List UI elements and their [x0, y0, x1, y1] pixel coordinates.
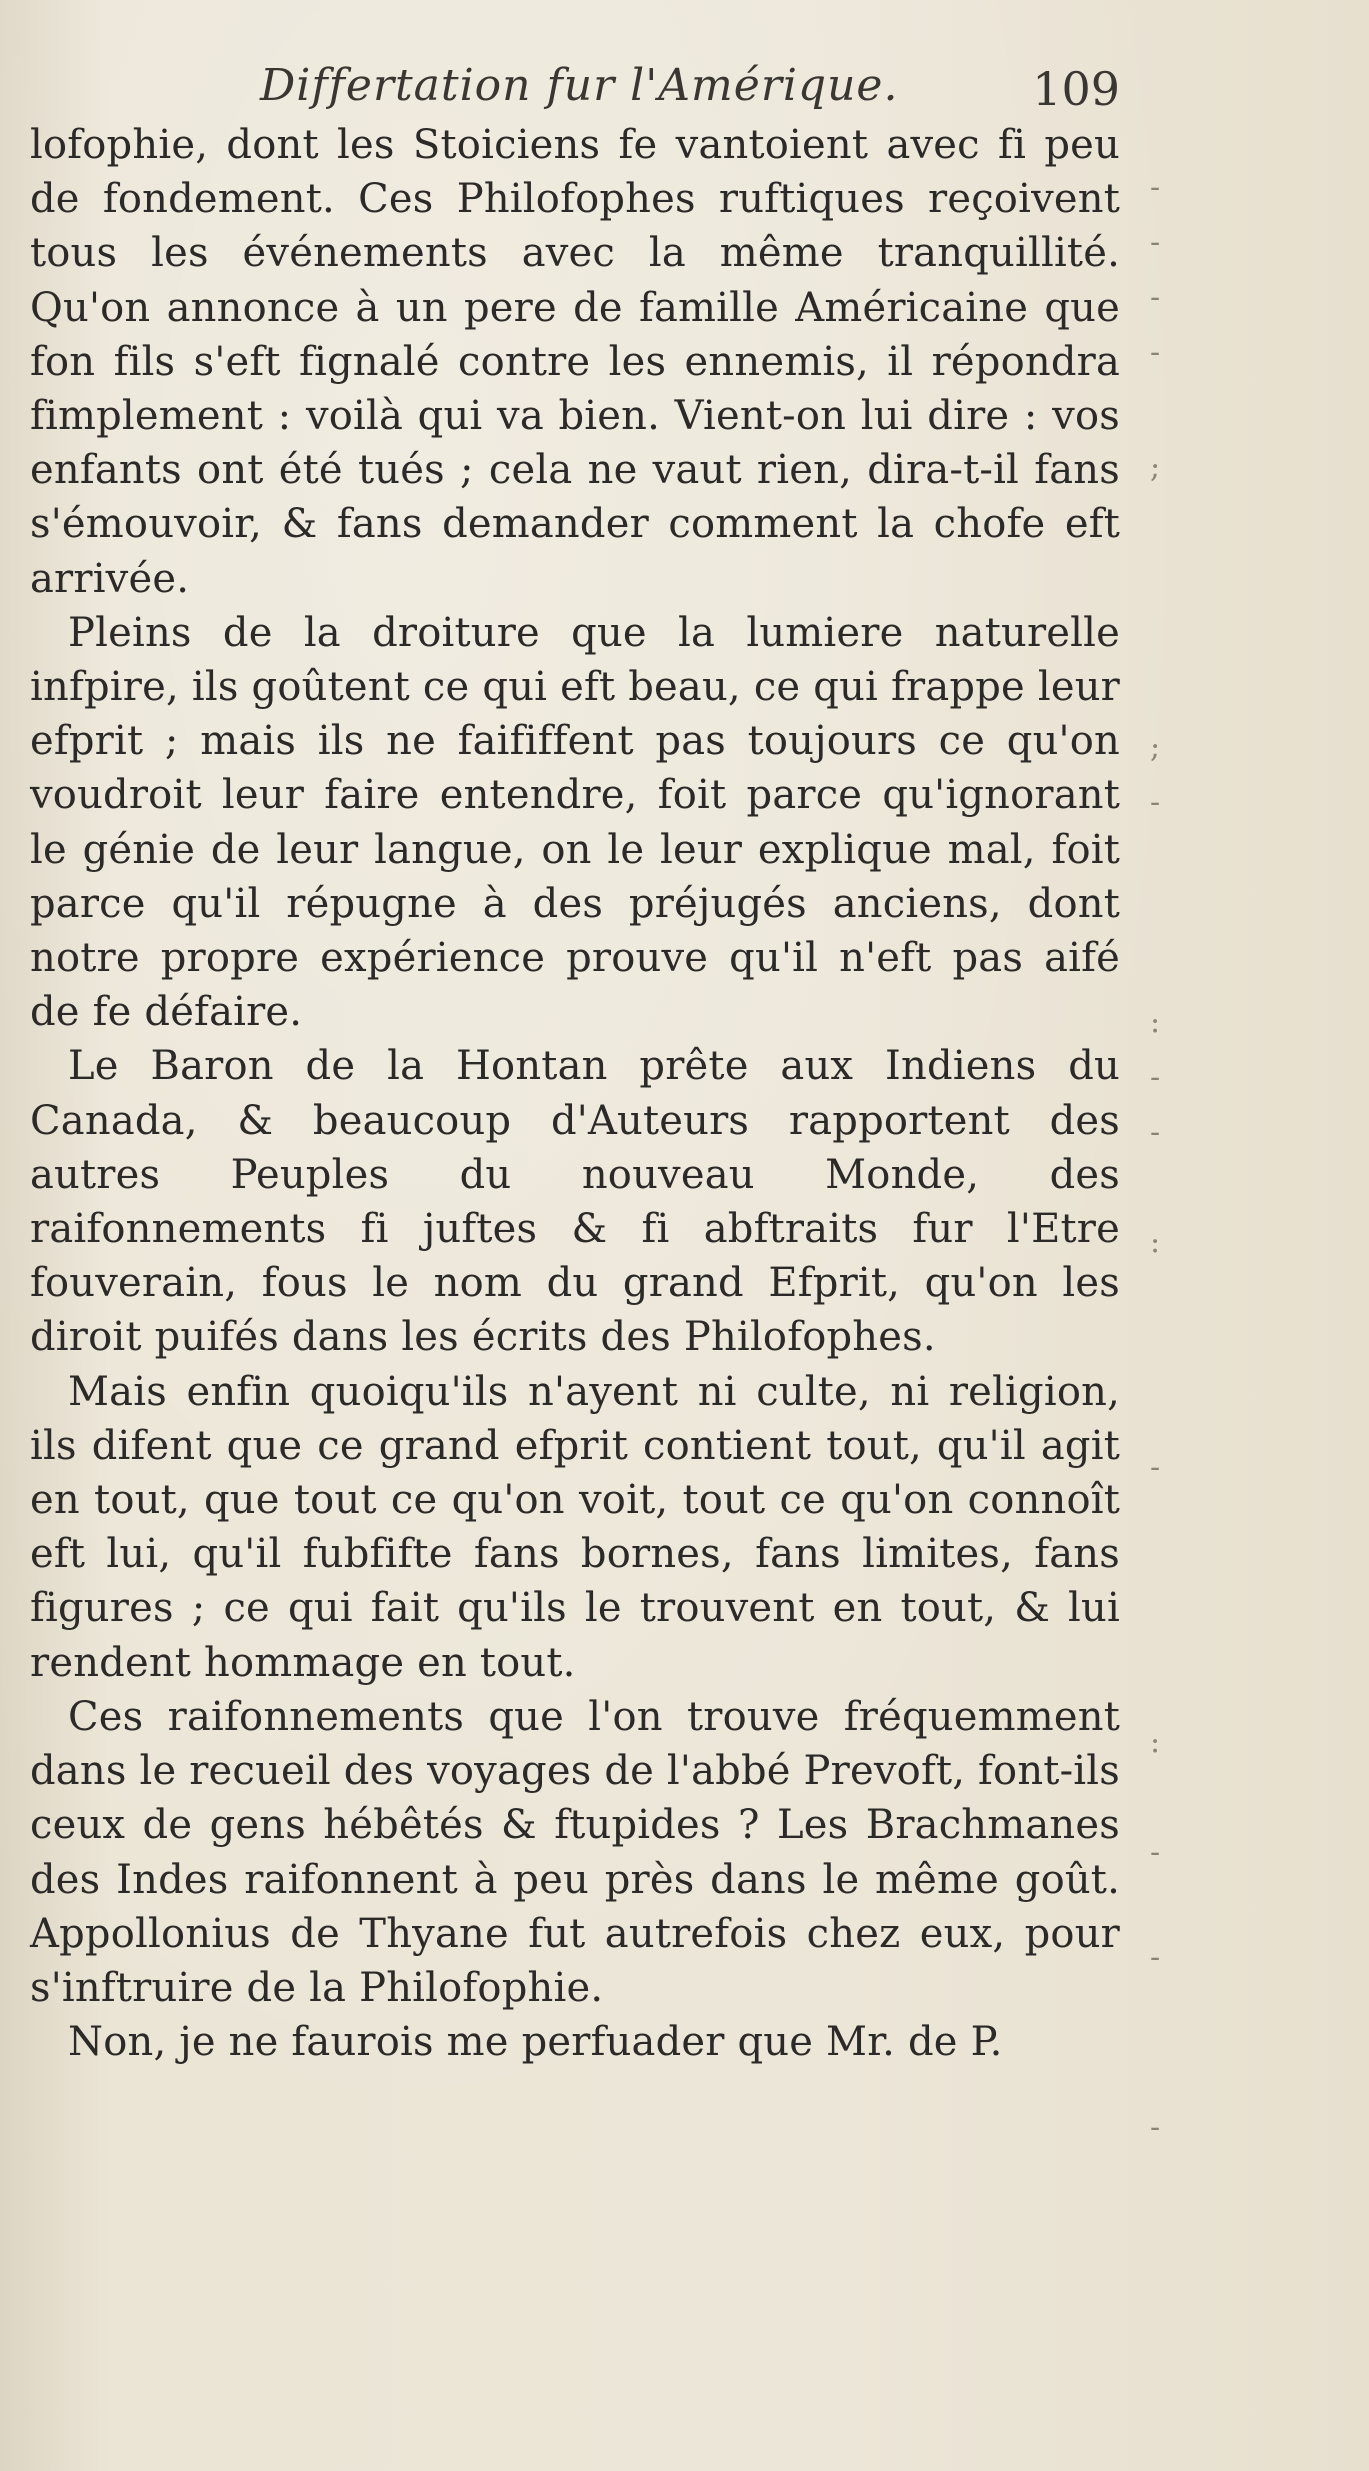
paragraph-6: Non, je ne faurois me perfuader que Mr. de P.: [68, 2019, 1003, 2066]
paragraph-5: Ces raifonnements que l'on trouve fréquemment dans le recueil des voyages de l'abbé Prevoft, font-ils ceux de gens hébêtés & ftupides ? Les Brachmanes des Indes raifonnent à peu près dans le même goût. Appollonius de Thyane fut autrefois chez eux, pour s'inftruire de la Philofophie.: [30, 1693, 1121, 2011]
body-text: [30, 118, 1120, 2069]
paragraph-4: Mais enfin quoiqu'ils n'ayent ni culte, ni religion, ils difent que ce grand efprit contient tout, qu'il agit en tout, que tout ce qu'on voit, tout ce qu'on connoît eft lui, qu'il fubfifte fans bornes, fans limites, fans figures ; ce qui fait qu'ils le trouvent en tout, & lui rendent hommage en tout.: [30, 1368, 1120, 1686]
page-number: 109: [1032, 62, 1120, 116]
paragraph-1: lofophie, dont les Stoiciens fe vantoient avec fi peu de fondement. Ces Philofophes ruftiques reçoivent tous les événements avec la même tranquillité. Qu'on annonce à un pere de famille Américaine que fon fils s'eft fignalé contre les ennemis, il répondra fimplement : voilà qui va bien. Vient-on lui dire : vos enfants ont été tués ; cela ne vaut rien, dira-t-il fans s'émouvoir, & fans demander comment la chofe eft arrivée.: [30, 122, 1120, 602]
paragraph-2: Pleins de la droiture que la lumiere naturelle infpire, ils goûtent ce qui eft beau, ce qui frappe leur efprit ; mais ils ne faififfent pas toujours ce qu'on voudroit leur faire entendre, foit parce qu'ignorant le génie de leur langue, on le leur explique mal, foit parce qu'il répugne à des préjugés anciens, dont notre propre expérience prouve qu'il n'eft pas aifé de fe défaire.: [30, 609, 1120, 1036]
running-title: Differtation fur l'Amérique.: [260, 60, 899, 111]
paragraph-3: Le Baron de la Hontan prête aux Indiens du Canada, & beaucoup d'Auteurs rapportent des autres Peuples du nouveau Monde, des raifonnements fi juftes & fi abftraits fur l'Etre fouverain, fous le nom du grand Efprit, qu'on les diroit puifés dans les écrits des Philofophes.: [30, 1043, 1120, 1361]
bleed-through-marks: - - - - ; ; - : - - : - : - - -: [1150, 170, 1161, 2145]
